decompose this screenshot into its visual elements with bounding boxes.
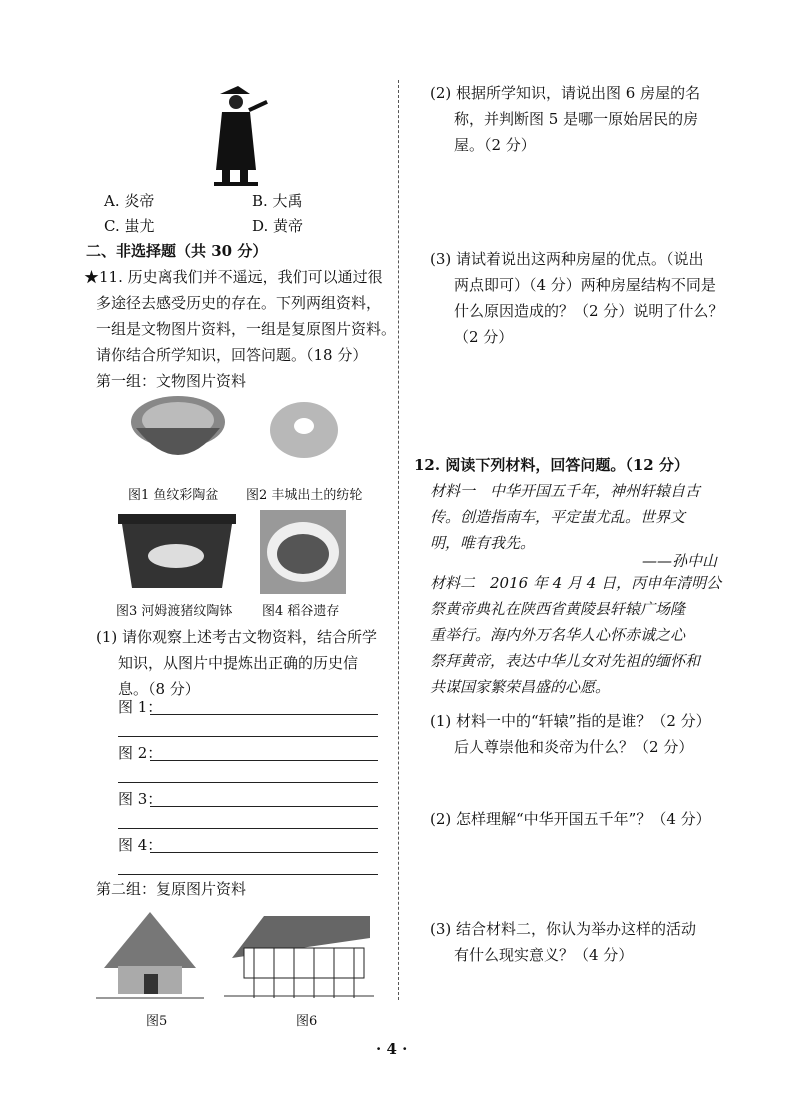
option-a: A. 炎帝 xyxy=(104,192,155,210)
q12-sub-3-line-2: 有什么现实意义？（4 分） xyxy=(454,946,634,964)
material-1-source: ——孙中山 xyxy=(642,552,718,570)
answer-line[interactable] xyxy=(150,806,378,807)
option-c: C. 蚩尤 xyxy=(104,217,155,235)
option-b: B. 大禹 xyxy=(252,192,303,210)
column-divider xyxy=(398,80,399,1000)
answer-line[interactable] xyxy=(150,852,378,853)
fig4-label: 图 4： xyxy=(118,836,163,854)
figure-5-round-hut xyxy=(96,908,204,1004)
sub-question-1-line-1: (1) 请你观察上述考古文物资料，结合所学 xyxy=(96,628,378,646)
q11-line-1: ★11. 历史离我们并不遥远，我们可以通过很 xyxy=(84,268,383,286)
caption-fig1: 图1 鱼纹彩陶盆 xyxy=(128,488,219,503)
sub-question-2-line-1: (2) 根据所学知识，请说出图 6 房屋的名 xyxy=(430,84,701,102)
figure-4-rice-remains xyxy=(260,510,346,594)
fig3-label: 图 3： xyxy=(118,790,163,808)
answer-line[interactable] xyxy=(118,828,378,829)
figure-3-pig-bowl xyxy=(118,514,236,590)
caption-fig6: 图6 xyxy=(296,1014,318,1029)
caption-fig3: 图3 河姆渡猪纹陶钵 xyxy=(116,604,233,619)
q12-sub-1-line-2: 后人尊崇他和炎帝为什么？（2 分） xyxy=(454,738,694,756)
sub-question-1-line-2: 知识，从图片中提炼出正确的历史信 xyxy=(118,654,359,672)
figure-person-illustration xyxy=(200,82,270,190)
q11-line-2: 多途径去感受历史的存在。下列两组资料， xyxy=(96,294,382,312)
sub-question-1-line-3: 息。（8 分） xyxy=(118,680,200,698)
figure-2-spindle-whorl xyxy=(266,398,342,462)
caption-fig4: 图4 稻谷遗存 xyxy=(262,604,340,619)
figure-6-stilt-house xyxy=(224,908,374,1004)
sub-question-3-line-4: （2 分） xyxy=(454,328,514,346)
material-2-line-5: 共谋国家繁荣昌盛的心愿。 xyxy=(430,678,611,696)
q12-sub-1-line-1: (1) 材料一中的“轩辕”指的是谁？（2 分） xyxy=(430,712,711,730)
figure-1-fish-basin xyxy=(128,392,228,474)
group2-heading: 第二组：复原图片资料 xyxy=(96,880,247,898)
material-1-line-2: 传。创造指南车，平定蚩尤乱。世界文 xyxy=(430,508,686,526)
fig2-label: 图 2： xyxy=(118,744,163,762)
caption-fig2: 图2 丰城出土的纺轮 xyxy=(246,488,363,503)
q12-heading: 12. 阅读下列材料，回答问题。（12 分） xyxy=(414,456,689,474)
material-1-line-1: 材料一 中华开国五千年，神州轩辕自古 xyxy=(430,482,701,500)
sub-question-2-line-2: 称，并判断图 5 是哪一原始居民的房 xyxy=(454,110,699,128)
material-1-line-3: 明，唯有我先。 xyxy=(430,534,536,552)
q12-sub-3-line-1: (3) 结合材料二，你认为举办这样的活动 xyxy=(430,920,697,938)
sub-question-3-line-3: 什么原因造成的？（2 分）说明了什么？ xyxy=(454,302,724,320)
q11-line-3: 一组是文物图片资料，一组是复原图片资料。 xyxy=(96,320,397,338)
material-2-line-3: 重举行。海内外万名华人心怀赤诚之心 xyxy=(430,626,686,644)
answer-line[interactable] xyxy=(150,714,378,715)
answer-line[interactable] xyxy=(118,736,378,737)
group1-heading: 第一组：文物图片资料 xyxy=(96,372,247,390)
page-number: · 4 · xyxy=(376,1040,408,1058)
answer-line[interactable] xyxy=(118,782,378,783)
sub-question-2-line-3: 屋。（2 分） xyxy=(454,136,536,154)
q11-line-4: 请你结合所学知识，回答问题。（18 分） xyxy=(96,346,368,364)
option-d: D. 黄帝 xyxy=(252,217,304,235)
material-2-line-2: 祭黄帝典礼在陕西省黄陵县轩辕广场隆 xyxy=(430,600,686,618)
answer-line[interactable] xyxy=(118,874,378,875)
answer-line[interactable] xyxy=(150,760,378,761)
sub-question-3-line-1: (3) 请试着说出这两种房屋的优点。（说出 xyxy=(430,250,704,268)
q12-sub-2: (2) 怎样理解“中华开国五千年”？（4 分） xyxy=(430,810,711,828)
material-2-line-4: 祭拜黄帝，表达中华儿女对先祖的缅怀和 xyxy=(430,652,701,670)
sub-question-3-line-2: 两点即可）（4 分）两种房屋结构不同是 xyxy=(454,276,716,294)
caption-fig5: 图5 xyxy=(146,1014,168,1029)
material-2-line-1: 材料二 2016 年 4 月 4 日，丙申年清明公 xyxy=(430,574,722,592)
fig1-label: 图 1： xyxy=(118,698,163,716)
section-heading: 二、非选择题（共 30 分） xyxy=(86,242,268,260)
